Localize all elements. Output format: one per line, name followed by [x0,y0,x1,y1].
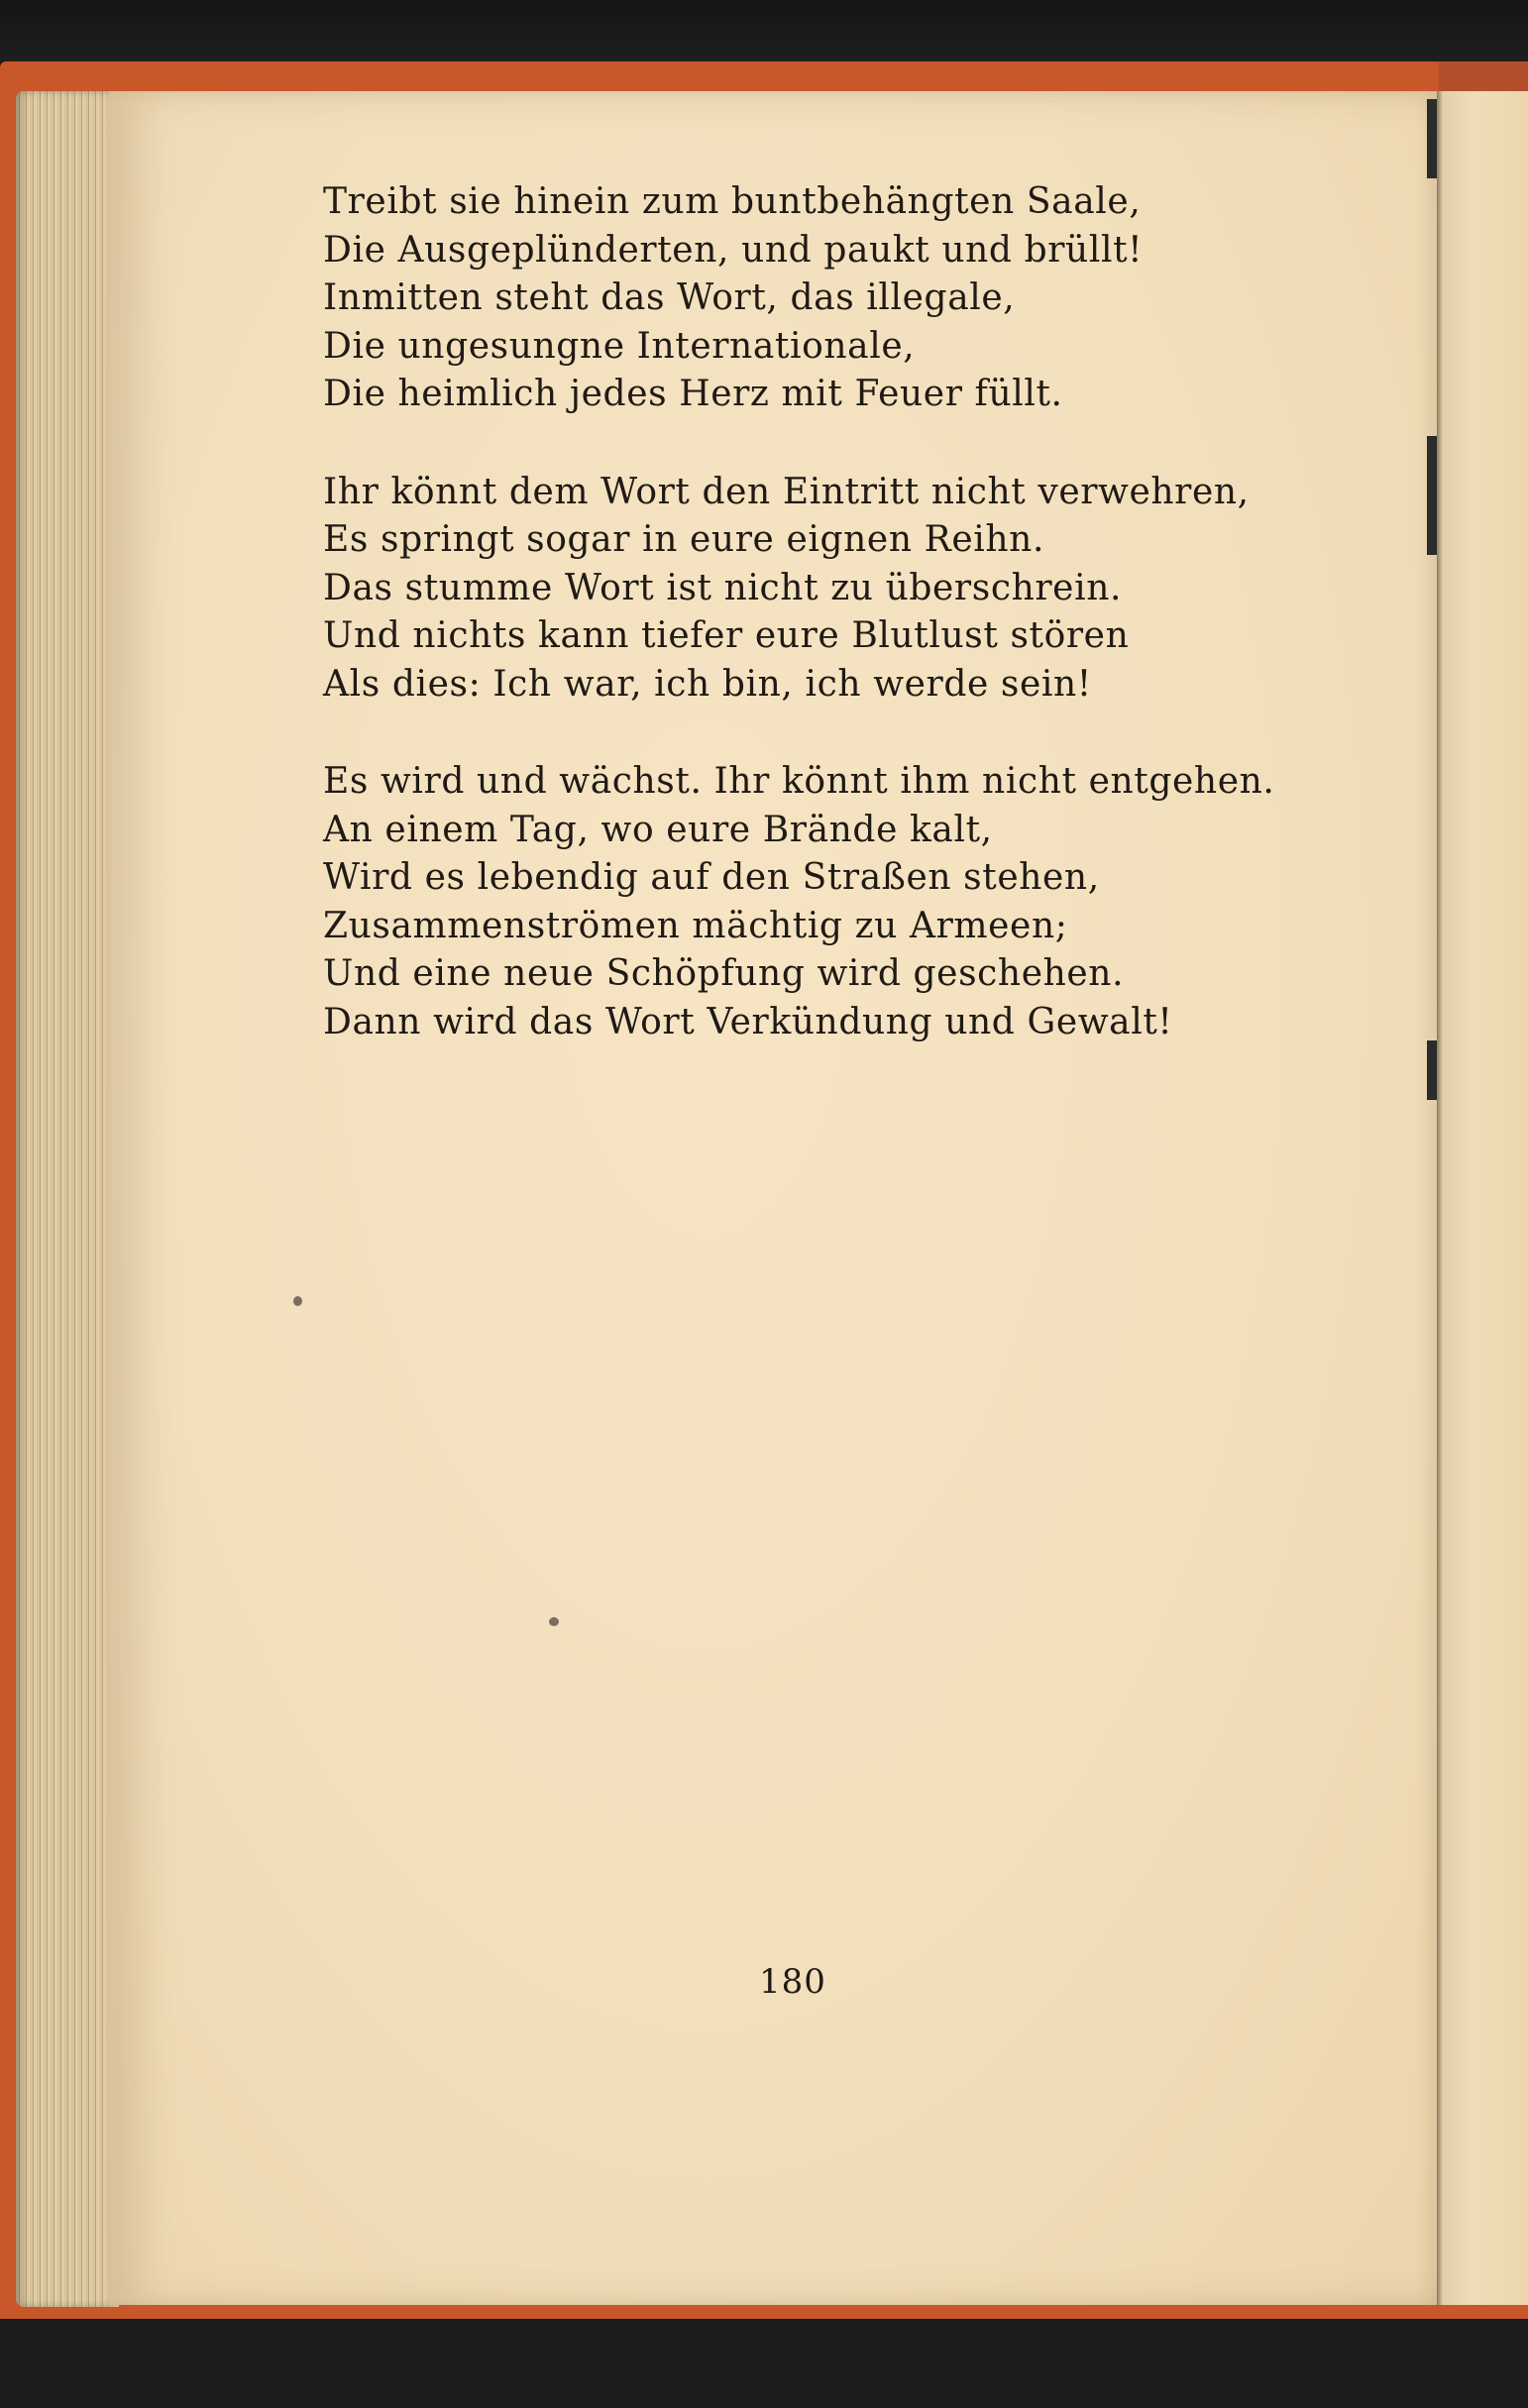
poem-line: Und nichts kann tiefer eure Blutlust stören [323,615,1130,656]
poem-line: Zusammenströmen mächtig zu Armeen; [323,905,1068,946]
stanza-3 [323,758,1314,1046]
next-page-edge [1435,91,1528,2307]
poem-line: Dann wird das Wort Verkündung und Gewalt! [323,1001,1173,1042]
poem-line: Als dies: Ich war, ich bin, ich werde sein! [323,663,1092,705]
stanza-1 [323,178,1314,419]
poem-line: Es wird und wächst. Ihr könnt ihm nicht entgehen. [323,761,1275,802]
binding-thread [1427,436,1437,555]
poem-line: Es springt sogar in eure eignen Reihn. [323,519,1044,560]
poem-line: Ihr könnt dem Wort den Eintritt nicht verwehren, [323,471,1250,512]
paper-speck [549,1617,559,1626]
background-table [0,2319,1528,2408]
page-number: 180 [759,1962,826,2002]
poem [323,178,1314,1096]
poem-line: Das stumme Wort ist nicht zu überschrein. [323,567,1123,608]
binding-thread [1427,99,1437,178]
poem-line: Und eine neue Schöpfung wird geschehen. [323,953,1125,994]
poem-line: Inmitten steht das Wort, das illegale, [323,277,1016,318]
poem-line: Wird es lebendig auf den Straßen stehen, [323,857,1100,898]
poem-line: Die heimlich jedes Herz mit Feuer füllt. [323,374,1063,414]
paper-speck [293,1296,302,1306]
binding-thread [1427,1040,1437,1100]
poem-line: Die ungesungne Internationale, [323,325,916,367]
poem-line: Die Ausgeplünderten, und paukt und brüllt! [323,229,1144,271]
poem-line: Treibt sie hinein zum buntbehängten Saale, [323,181,1142,222]
poem-line: An einem Tag, wo eure Brände kalt, [323,809,993,850]
stanza-2 [323,469,1314,710]
